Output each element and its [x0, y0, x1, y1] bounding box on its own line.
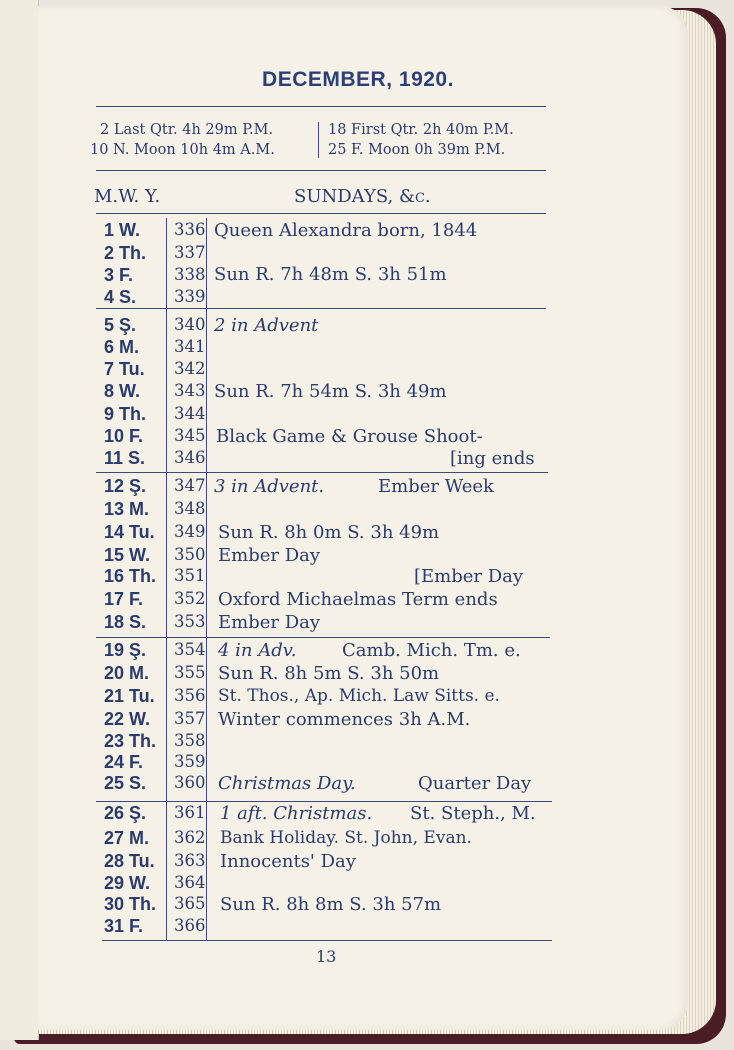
page-title: DECEMBER, 1920. [262, 68, 454, 91]
year-day-number: 351 [174, 566, 206, 585]
moon-phase-last-quarter: 2 Last Qtr. 4h 29m P.M. [100, 122, 274, 138]
note-st-stephen: St. Steph., M. [410, 803, 536, 824]
year-day-number: 362 [174, 828, 206, 847]
note-fourth-advent: 4 in Adv. [218, 640, 297, 661]
divider-bottom [102, 940, 552, 941]
year-day-number: 354 [174, 640, 206, 659]
note-winter-commences: Winter commences 3h A.M. [218, 709, 471, 730]
year-day-number: 347 [174, 476, 206, 495]
year-day-number: 353 [174, 612, 206, 631]
note-second-advent: 2 in Advent [214, 315, 319, 336]
weekday-label: 11 S. [104, 448, 146, 468]
weekday-label: 9 Th. [104, 404, 147, 424]
year-day-number: 337 [174, 243, 206, 262]
week-divider [96, 308, 546, 309]
note-christmas-day: Christmas Day. [218, 773, 356, 794]
moon-phase-first-quarter: 18 First Qtr. 2h 40m P.M. [328, 122, 514, 138]
divider-top [96, 106, 546, 107]
weekday-label: 2 Th. [104, 243, 147, 263]
weekday-label: 1 W. [104, 220, 141, 240]
note-ember-week: Ember Week [378, 476, 494, 497]
note-innocents-day: Innocents' Day [220, 851, 356, 872]
year-day-number: 340 [174, 315, 206, 334]
weekday-label: 13 M. [104, 499, 150, 519]
note-grouse-shooting-cont: [ing ends [450, 448, 535, 469]
moon-phase-full-moon: 25 F. Moon 0h 39m P.M. [328, 142, 506, 158]
moon-divider [318, 122, 319, 158]
weekday-label: 17 F. [104, 589, 144, 609]
note-bank-holiday: Bank Holiday. St. John, Evan. [220, 828, 472, 848]
note-quarter-day: Quarter Day [418, 773, 532, 794]
weekday-label: 25 S. [104, 773, 147, 793]
note-sun-times: Sun R. 7h 48m S. 3h 51m [214, 264, 447, 285]
year-day-number: 366 [174, 916, 206, 935]
year-day-number: 343 [174, 381, 206, 400]
note-ember-day: Ember Day [218, 545, 321, 566]
weekday-label: 27 M. [104, 828, 150, 848]
year-day-number: 360 [174, 773, 206, 792]
note-sun-times: Sun R. 8h 5m S. 3h 50m [218, 663, 440, 684]
weekday-label: 29 W. [104, 873, 151, 893]
year-day-number: 336 [174, 220, 206, 239]
year-day-number: 352 [174, 589, 206, 608]
year-day-number: 339 [174, 287, 206, 306]
note-sun-times: Sun R. 8h 8m S. 3h 57m [220, 894, 442, 915]
note-ember-day: [Ember Day [414, 566, 524, 587]
note-queen-alexandra: Queen Alexandra born, 1844 [214, 220, 478, 241]
weekday-label: 18 S. [104, 612, 147, 632]
year-day-number: 365 [174, 894, 206, 913]
divider-moon [96, 170, 546, 171]
year-day-number: 357 [174, 709, 206, 728]
divider-header [96, 213, 546, 214]
note-ember-day: Ember Day [218, 612, 321, 633]
weekday-label: 21 Tu. [104, 686, 155, 706]
week-divider [96, 801, 552, 802]
weekday-label: 12 Ş. [104, 476, 147, 496]
note-cambridge-term: Camb. Mich. Tm. e. [342, 640, 521, 661]
note-first-after-christmas: 1 aft. Christmas. [220, 803, 373, 824]
weekday-label: 31 F. [104, 916, 144, 936]
year-day-number: 349 [174, 522, 206, 541]
year-day-number: 358 [174, 731, 206, 750]
weekday-label: 30 Th. [104, 894, 157, 914]
previous-page [0, 0, 39, 1040]
year-day-number: 361 [174, 803, 206, 822]
weekday-label: 7 Tu. [104, 359, 145, 379]
note-sun-times: Sun R. 7h 54m S. 3h 49m [214, 381, 447, 402]
almanac-page [38, 6, 688, 1030]
weekday-label: 28 Tu. [104, 851, 155, 871]
weekday-label: 24 F. [104, 752, 144, 772]
weekday-label: 20 M. [104, 663, 150, 683]
year-day-number: 338 [174, 265, 206, 284]
year-day-number: 359 [174, 752, 206, 771]
year-day-number: 355 [174, 663, 206, 682]
weekday-label: 8 W. [104, 381, 141, 401]
note-grouse-shooting: Black Game & Grouse Shoot- [216, 426, 483, 447]
moon-phase-new-moon: 10 N. Moon 10h 4m A.M. [90, 142, 275, 158]
column-header-days: M.W. Y. [94, 186, 161, 207]
note-oxford-term: Oxford Michaelmas Term ends [218, 589, 498, 610]
year-day-number: 344 [174, 404, 206, 423]
year-day-number: 342 [174, 359, 206, 378]
note-third-advent: 3 in Advent. [214, 476, 325, 497]
weekday-label: 10 F. [104, 426, 144, 446]
note-sun-times: Sun R. 8h 0m S. 3h 49m [218, 522, 440, 543]
year-day-number: 363 [174, 851, 206, 870]
weekday-label: 19 Ş. [104, 640, 147, 660]
year-day-number: 345 [174, 426, 206, 445]
note-st-thomas: St. Thos., Ap. Mich. Law Sitts. e. [218, 686, 500, 706]
weekday-label: 4 S. [104, 287, 137, 307]
weekday-label: 6 M. [104, 337, 140, 357]
column-header-sundays: SUNDAYS, &c. [294, 186, 431, 207]
year-day-number: 364 [174, 873, 206, 892]
weekday-label: 16 Th. [104, 566, 157, 586]
weekday-label: 26 Ş. [104, 803, 147, 823]
week-divider [96, 472, 548, 473]
weekday-label: 14 Tu. [104, 522, 155, 542]
weekday-label: 23 Th. [104, 731, 157, 751]
weekday-label: 5 Ş. [104, 315, 137, 335]
year-day-number: 346 [174, 448, 206, 467]
weekday-label: 22 W. [104, 709, 151, 729]
weekday-label: 3 F. [104, 265, 134, 285]
year-day-number: 348 [174, 499, 206, 518]
week-divider [96, 637, 550, 638]
year-day-number: 356 [174, 686, 206, 705]
weekday-label: 15 W. [104, 545, 151, 565]
year-day-number: 341 [174, 337, 206, 356]
column-rule-right [206, 218, 207, 940]
year-day-number: 350 [174, 545, 206, 564]
page-number: 13 [316, 947, 337, 966]
